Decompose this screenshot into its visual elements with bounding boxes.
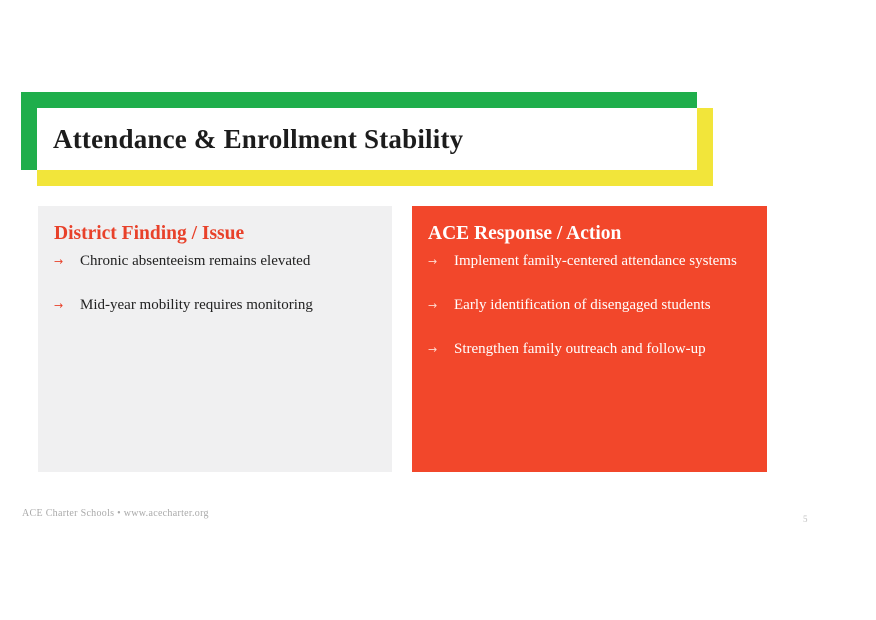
list-item: [428, 338, 751, 361]
bullet-text: Early identification of disengaged students: [454, 297, 711, 313]
list-item: [428, 250, 751, 273]
page-number: 5: [803, 514, 808, 524]
bullet-text: Strengthen family outreach and follow-up: [454, 341, 706, 357]
right-arrow-icon: →: [428, 343, 438, 356]
right-arrow-icon: →: [428, 255, 438, 268]
district-finding-heading: District Finding / Issue: [54, 223, 245, 244]
list-item: [428, 294, 751, 317]
ace-response-list: [428, 250, 751, 361]
list-item: [54, 250, 376, 273]
ace-response-heading: ACE Response / Action: [428, 223, 622, 244]
right-arrow-icon: →: [54, 299, 64, 312]
right-arrow-icon: →: [428, 299, 438, 312]
slide-title: Attendance & Enrollment Stability: [53, 123, 464, 154]
bullet-text: Mid-year mobility requires monitoring: [80, 297, 313, 313]
district-finding-panel: [38, 206, 392, 472]
footer-text: ACE Charter Schools • www.acecharter.org: [22, 508, 209, 519]
list-item: [54, 294, 376, 317]
right-arrow-icon: →: [54, 255, 64, 268]
title-box: [37, 108, 697, 170]
bullet-text: Implement family-centered attendance systems: [454, 253, 737, 269]
bullet-text: Chronic absenteeism remains elevated: [80, 253, 311, 269]
ace-response-panel: [412, 206, 767, 472]
district-finding-list: [54, 250, 376, 317]
